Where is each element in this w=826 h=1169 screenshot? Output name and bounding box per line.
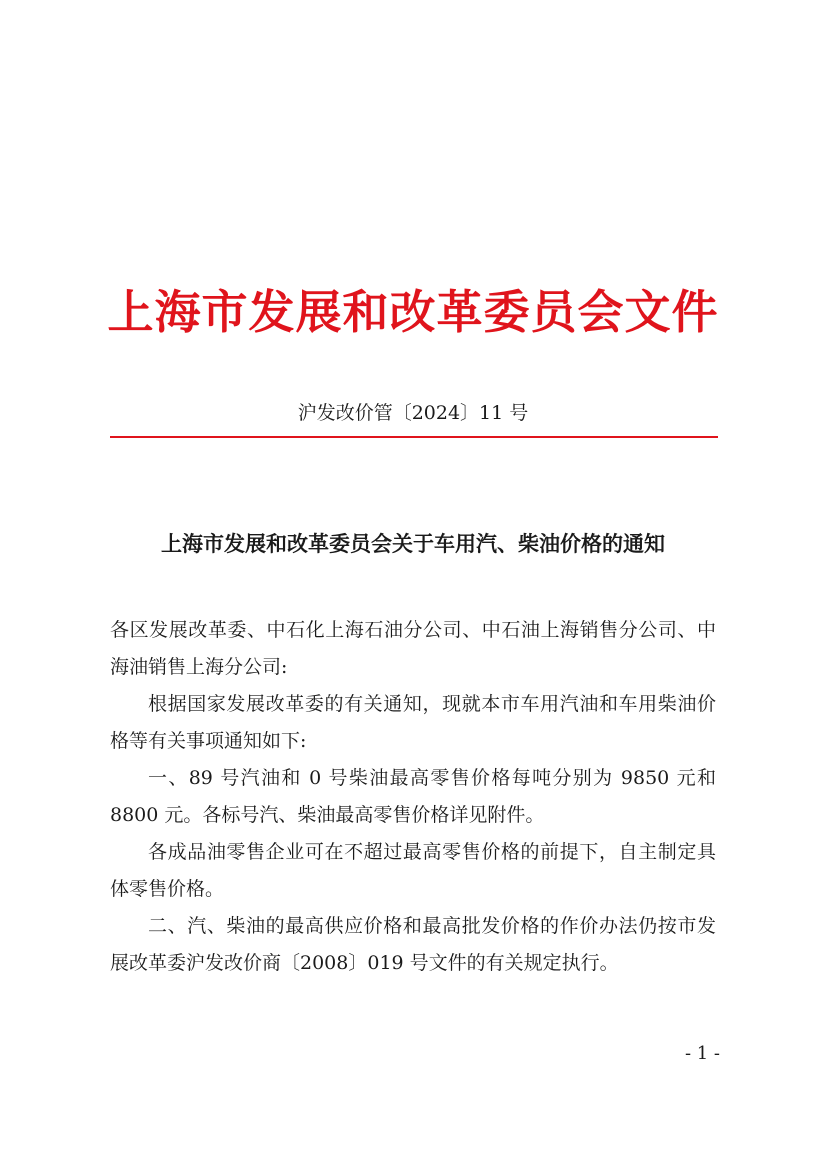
issuer-header-title: 上海市发展和改革委员会文件 — [107, 285, 719, 339]
document-number: 沪发改价管〔2024〕11 号 — [297, 402, 529, 424]
page-number: - 1 - — [684, 1043, 720, 1064]
body-paragraph: 二、汽、柴油的最高供应价格和最高批发价格的作价办法仍按市发展改革委沪发改价商〔2008〕019 号文件的有关规定执行。 — [110, 915, 716, 974]
body-paragraph: 各成品油零售企业可在不超过最高零售价格的前提下，自主制定具体零售价格。 — [110, 841, 716, 900]
notice-body — [110, 612, 716, 982]
body-paragraph: 根据国家发展改革委的有关通知，现就本市车用汽油和车用柴油价格等有关事项通知如下: — [110, 693, 716, 752]
notice-title: 上海市发展和改革委员会关于车用汽、柴油价格的通知 — [161, 531, 665, 556]
body-paragraph: 一、89 号汽油和 0 号柴油最高零售价格每吨分别为 9850 元和 8800 元。各标号汽、柴油最高零售价格详见附件。 — [110, 767, 716, 826]
addressee-paragraph: 各区发展改革委、中石化上海石油分公司、中石油上海销售分公司、中海油销售上海分公司: — [110, 619, 716, 678]
red-divider-line — [110, 436, 718, 438]
